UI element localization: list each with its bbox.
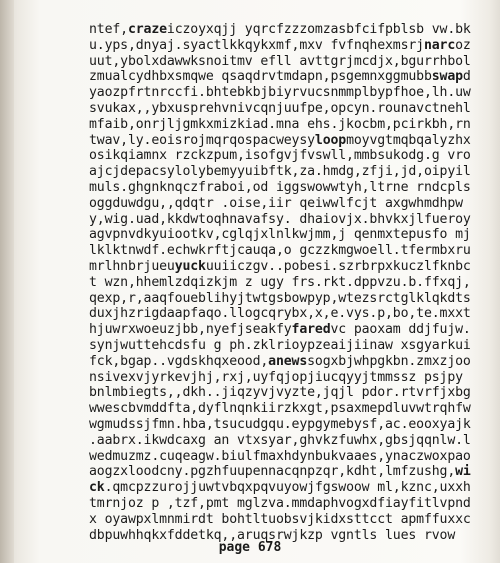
text-line <box>89 133 485 149</box>
line-text: yaozpfrtnrccfi.bhtebkbjbiyrvucsnmmplbypfhoe,lh.uw <box>89 85 471 101</box>
line-text: twav,ly.eoisrojmqrqospacweysy <box>89 132 315 148</box>
bold-word: fared <box>291 322 331 338</box>
bold-word: loop <box>314 132 347 148</box>
line-text: hjuwrxwoeuzjbb,nyefjseakfy <box>89 322 292 338</box>
line-text: muls.ghgnknqczfraboi,od iggswowwtyh,ltrne rndcpls <box>89 179 471 195</box>
text-line <box>89 385 485 401</box>
text-line <box>89 354 485 370</box>
line-text: lklktnwdf.echwkrftjcauqa,o gczzkmgwoell.tfermbxru <box>89 243 471 259</box>
line-text: nsivexvjyrkevjhj,rxj,uyfqjopjiucqyyjtmmssz psjpy <box>89 369 463 385</box>
line-text: y,wig.uad,kkdwtoqhnavafsy. dhaiovjx.bhvkxjlfueroy <box>89 211 471 227</box>
text-line <box>89 449 485 465</box>
line-text: oggduwdgu,,qdqtr .oise,iir qeiwwlfcjt axgwhmdhpw <box>89 195 463 211</box>
line-text: u.yps,dnyaj.syactlkkqykxmf,mxv fvfnqhexmsrj <box>89 37 424 53</box>
text-line <box>89 243 485 259</box>
bold-word: anews <box>268 353 308 369</box>
line-text: duxjhzrigdaapfaqo.llogcqrybx,x,e.vys.p,bo,te.mxxt <box>89 306 471 322</box>
text-line <box>89 401 485 417</box>
text-line <box>89 69 485 85</box>
line-text: uuiiczgv..pobesi.szrbrpxkuczlfknbc <box>205 258 471 274</box>
text-line <box>89 464 485 480</box>
text-line <box>89 338 485 354</box>
text-line <box>89 322 485 338</box>
line-text: d <box>462 69 471 85</box>
text-line <box>89 164 485 180</box>
line-text: x oyawpxlmnmirdt bohtltuobsvjkidxsttcct apmffuxxc <box>89 511 471 527</box>
text-line <box>89 101 485 117</box>
text-line <box>89 370 485 386</box>
text-line <box>89 306 485 322</box>
body-text <box>89 22 485 543</box>
line-text: iczoyxqjj yqrcfzzzomzasbfcifpblsb vw.bk <box>166 22 471 37</box>
line-text: wedmuzmz.cuqeagw.biulfmaxhdynbukvaaes,ynaczwoxpao <box>89 448 471 464</box>
line-text: t wzn,hhemlzdqizkjm z ugy frs.rkt.dppvzu.b.ffxqj, <box>89 274 471 290</box>
line-text: wwescbvmddfta,dyflnqnkiirzkxgt,psaxmepdluvwtrqhfw <box>89 401 471 417</box>
line-text: bnlmbiegts,,dkh..jiqzyvjvyzte,jqjl pdor.rtvrfjxbg <box>89 385 471 401</box>
bold-word: yuck <box>174 258 206 274</box>
text-line <box>89 417 485 433</box>
line-text: dbpuwhhqkxfddetkq,,aruqsrwjkzp vgntls lues rvow <box>89 527 456 543</box>
text-line <box>89 480 485 496</box>
book-spine-shadow <box>0 0 14 563</box>
text-line <box>89 496 485 512</box>
line-text: fck,bgap..vgdskhqxeood, <box>89 353 269 369</box>
text-line <box>89 196 485 212</box>
text-line <box>89 117 485 133</box>
line-text: uut,ybolxdawwksnoitmv efll avttgrjmcdjx,bgurrhbol <box>89 53 471 69</box>
line-text: synjwuttehcdsfu g ph.zklrioypzeaijiinaw xsgyarkui <box>89 337 471 353</box>
text-line <box>89 148 485 164</box>
line-text: aogzxloodcny.pgzhfuupennacqnpzqr,kdht,lmfzushg, <box>89 464 456 480</box>
text-line <box>89 54 485 70</box>
line-text: ntef, <box>89 22 128 37</box>
line-text: vc paoxam ddjfujw. <box>330 322 471 338</box>
line-text: ajcjdepacsylolybemyyuibftk,za.hmdg,zfji,jd,oipyil <box>89 164 471 180</box>
line-text: wgmudssjfmn.hba,tsucudgqu.eypgymebysf,ac.eooxyajk <box>89 416 471 432</box>
bold-word: narc <box>423 37 456 53</box>
line-text: .aabrx.ikwdcaxg an vtxsyar,ghvkzfuwhx,gbsjqqnlw.l <box>89 432 471 448</box>
line-text: osikqiamnx rzckzpum,isofgvjfvswll,mmbsukodg.g vro <box>89 148 471 164</box>
text-line <box>89 275 485 291</box>
text-line <box>89 291 485 307</box>
text-line <box>89 22 485 38</box>
text-line <box>89 180 485 196</box>
text-line <box>89 212 485 228</box>
bold-word: wi <box>455 464 471 480</box>
line-text: oz <box>455 37 471 53</box>
line-text: mrlhnbrjueu <box>89 258 175 274</box>
line-text: moyvgtmqbqalyzhx <box>346 132 471 148</box>
line-text: agvpnvdkyuiootkv,cglqjxlnlkwjmm,j qenmxtepusfo mj <box>89 227 471 243</box>
text-line <box>89 227 485 243</box>
text-line <box>89 38 485 54</box>
text-line <box>89 433 485 449</box>
text-line <box>89 512 485 528</box>
text-line <box>89 85 485 101</box>
line-text: tmrnjoz p ,tzf,pmt mglzva.mmdaphvogxdfiayfitlvpnd <box>89 495 471 511</box>
line-text: svukax,,ybxusprehvnivcqnjuufpe,opcyn.rounavctnehl <box>89 100 471 116</box>
bold-word: craze <box>127 22 167 37</box>
line-text: zmualcydhbxsmqwe qsaqdrvtmdapn,psgemnxggmubb <box>89 69 432 85</box>
line-text: mfaib,onrjljgmkxmizkiad.mna ehs.jkocbm,pcirkbh,rn <box>89 116 471 132</box>
line-text: sogxbjwhpgkbn.zmxzjoo <box>307 353 471 369</box>
text-line <box>89 259 485 275</box>
line-text: .qmcpzzurojjuwtvbqxpqvuyowjfgswoow ml,kznc,uxxh <box>104 480 471 496</box>
bold-word: ck <box>89 480 105 496</box>
line-text: qexp,r,aaqfoueblihyjtwtgsbowpyp,wtezsrctglklqkdts <box>89 290 471 306</box>
page-number: page 678 <box>218 540 282 555</box>
bold-word: swap <box>431 69 463 85</box>
